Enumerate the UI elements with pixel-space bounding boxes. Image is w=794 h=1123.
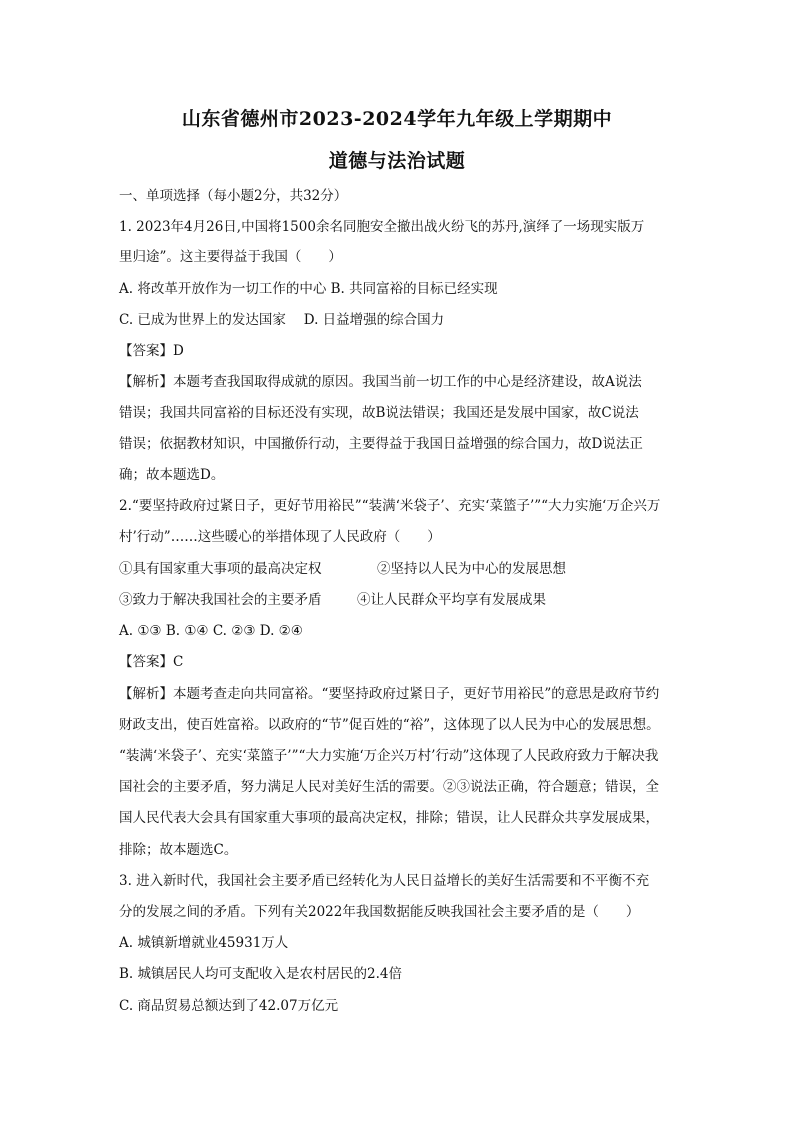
q3-option-b: B. 城镇居民人均可支配收入是农村居民的2.4倍 — [119, 966, 402, 982]
q1-analysis-line4: 确；故本题选D。 — [119, 467, 225, 483]
exam-subtitle: 道德与法治试题 — [328, 150, 466, 172]
q2-analysis-line1: 【解析】本题考查走向共同富裕。“要坚持政府过紧日子，更好节用裕民”的意思是政府节约 — [119, 686, 660, 702]
q1-analysis-line3: 错误；依据教材知识，中国撤侨行动，主要得益于我国日益增强的综合国力，故D说法正 — [119, 436, 643, 452]
q2-stem-line2: 村’行动”……这些暖心的举措体现了人民政府（ ） — [119, 529, 441, 545]
q1-analysis-line2: 错误；我国共同富裕的目标还没有实现，故B说法错误；我国还是发展中国家，故C说法 — [119, 405, 639, 421]
q1-options-line2: C. 已成为世界上的发达国家 D. 日益增强的综合国力 — [119, 312, 445, 328]
q2-analysis-line6: 排除；故本题选C。 — [119, 842, 238, 858]
q1-options-line1: A. 将改革开放作为一切工作的中心 B. 共同富裕的目标已经实现 — [119, 281, 498, 297]
q2-stem-line1: 2.“要坚持政府过紧日子，更好节用裕民”“装满‘米袋子’、充实‘菜篮子’”“大力实施‘万企兴万 — [119, 498, 661, 514]
q1-answer: 【答案】D — [119, 343, 184, 359]
q2-analysis-line5: 国人民代表大会具有国家重大事项的最高决定权，排除；错误，让人民群众共享发展成果， — [119, 810, 659, 826]
q1-analysis-line1: 【解析】本题考查我国取得成就的原因。我国当前一切工作的中心是经济建设，故A说法 — [119, 374, 642, 390]
q2-item-4: ④让人民群众平均享有发展成果 — [357, 592, 546, 608]
q3-stem-line1: 3. 进入新时代，我国社会主要矛盾已经转化为人民日益增长的美好生活需要和不平衡不充 — [119, 873, 650, 889]
q3-option-a: A. 城镇新增就业45931万人 — [119, 935, 289, 951]
q2-analysis-line4: 国社会的主要矛盾，努力满足人民对美好生活的需要。②③说法正确，符合题意；错误，全 — [119, 779, 659, 795]
q2-analysis-line3: “装满‘米袋子’、充实‘菜篮子’”“大力实施‘万企兴万村’行动”这体现了人民政府致力于解决我 — [119, 748, 659, 764]
q3-option-c: C. 商品贸易总额达到了42.07万亿元 — [119, 998, 339, 1014]
section-heading: 一、单项选择（每小题2分，共32分） — [119, 188, 348, 204]
q2-analysis-line2: 财政支出，使百姓富裕。以政府的“节”促百姓的“裕”，这体现了以人民为中心的发展思想。 — [119, 717, 660, 733]
q2-items-row2 — [119, 590, 546, 610]
q2-item-3: ③致力于解决我国社会的主要矛盾 — [119, 592, 322, 608]
q2-item-2: ②坚持以人民为中心的发展思想 — [377, 561, 566, 577]
q2-options: A. ①③ B. ①④ C. ②③ D. ②④ — [119, 623, 303, 639]
q3-stem-line2: 分的发展之间的矛盾。下列有关2022年我国数据能反映我国社会主要矛盾的是（ ） — [119, 904, 640, 920]
q2-item-1: ①具有国家重大事项的最高决定权 — [119, 561, 322, 577]
q1-stem-line1: 1. 2023年4月26日,中国将1500余名同胞安全撤出战火纷飞的苏丹,演绎了一场现实版万 — [119, 219, 645, 235]
q1-stem-line2: 里归途”。这主要得益于我国（ ） — [119, 249, 342, 265]
q2-items-row1 — [119, 559, 566, 579]
q2-answer: 【答案】C — [119, 654, 184, 670]
exam-title: 山东省德州市2023-2024学年九年级上学期期中 — [181, 108, 613, 130]
